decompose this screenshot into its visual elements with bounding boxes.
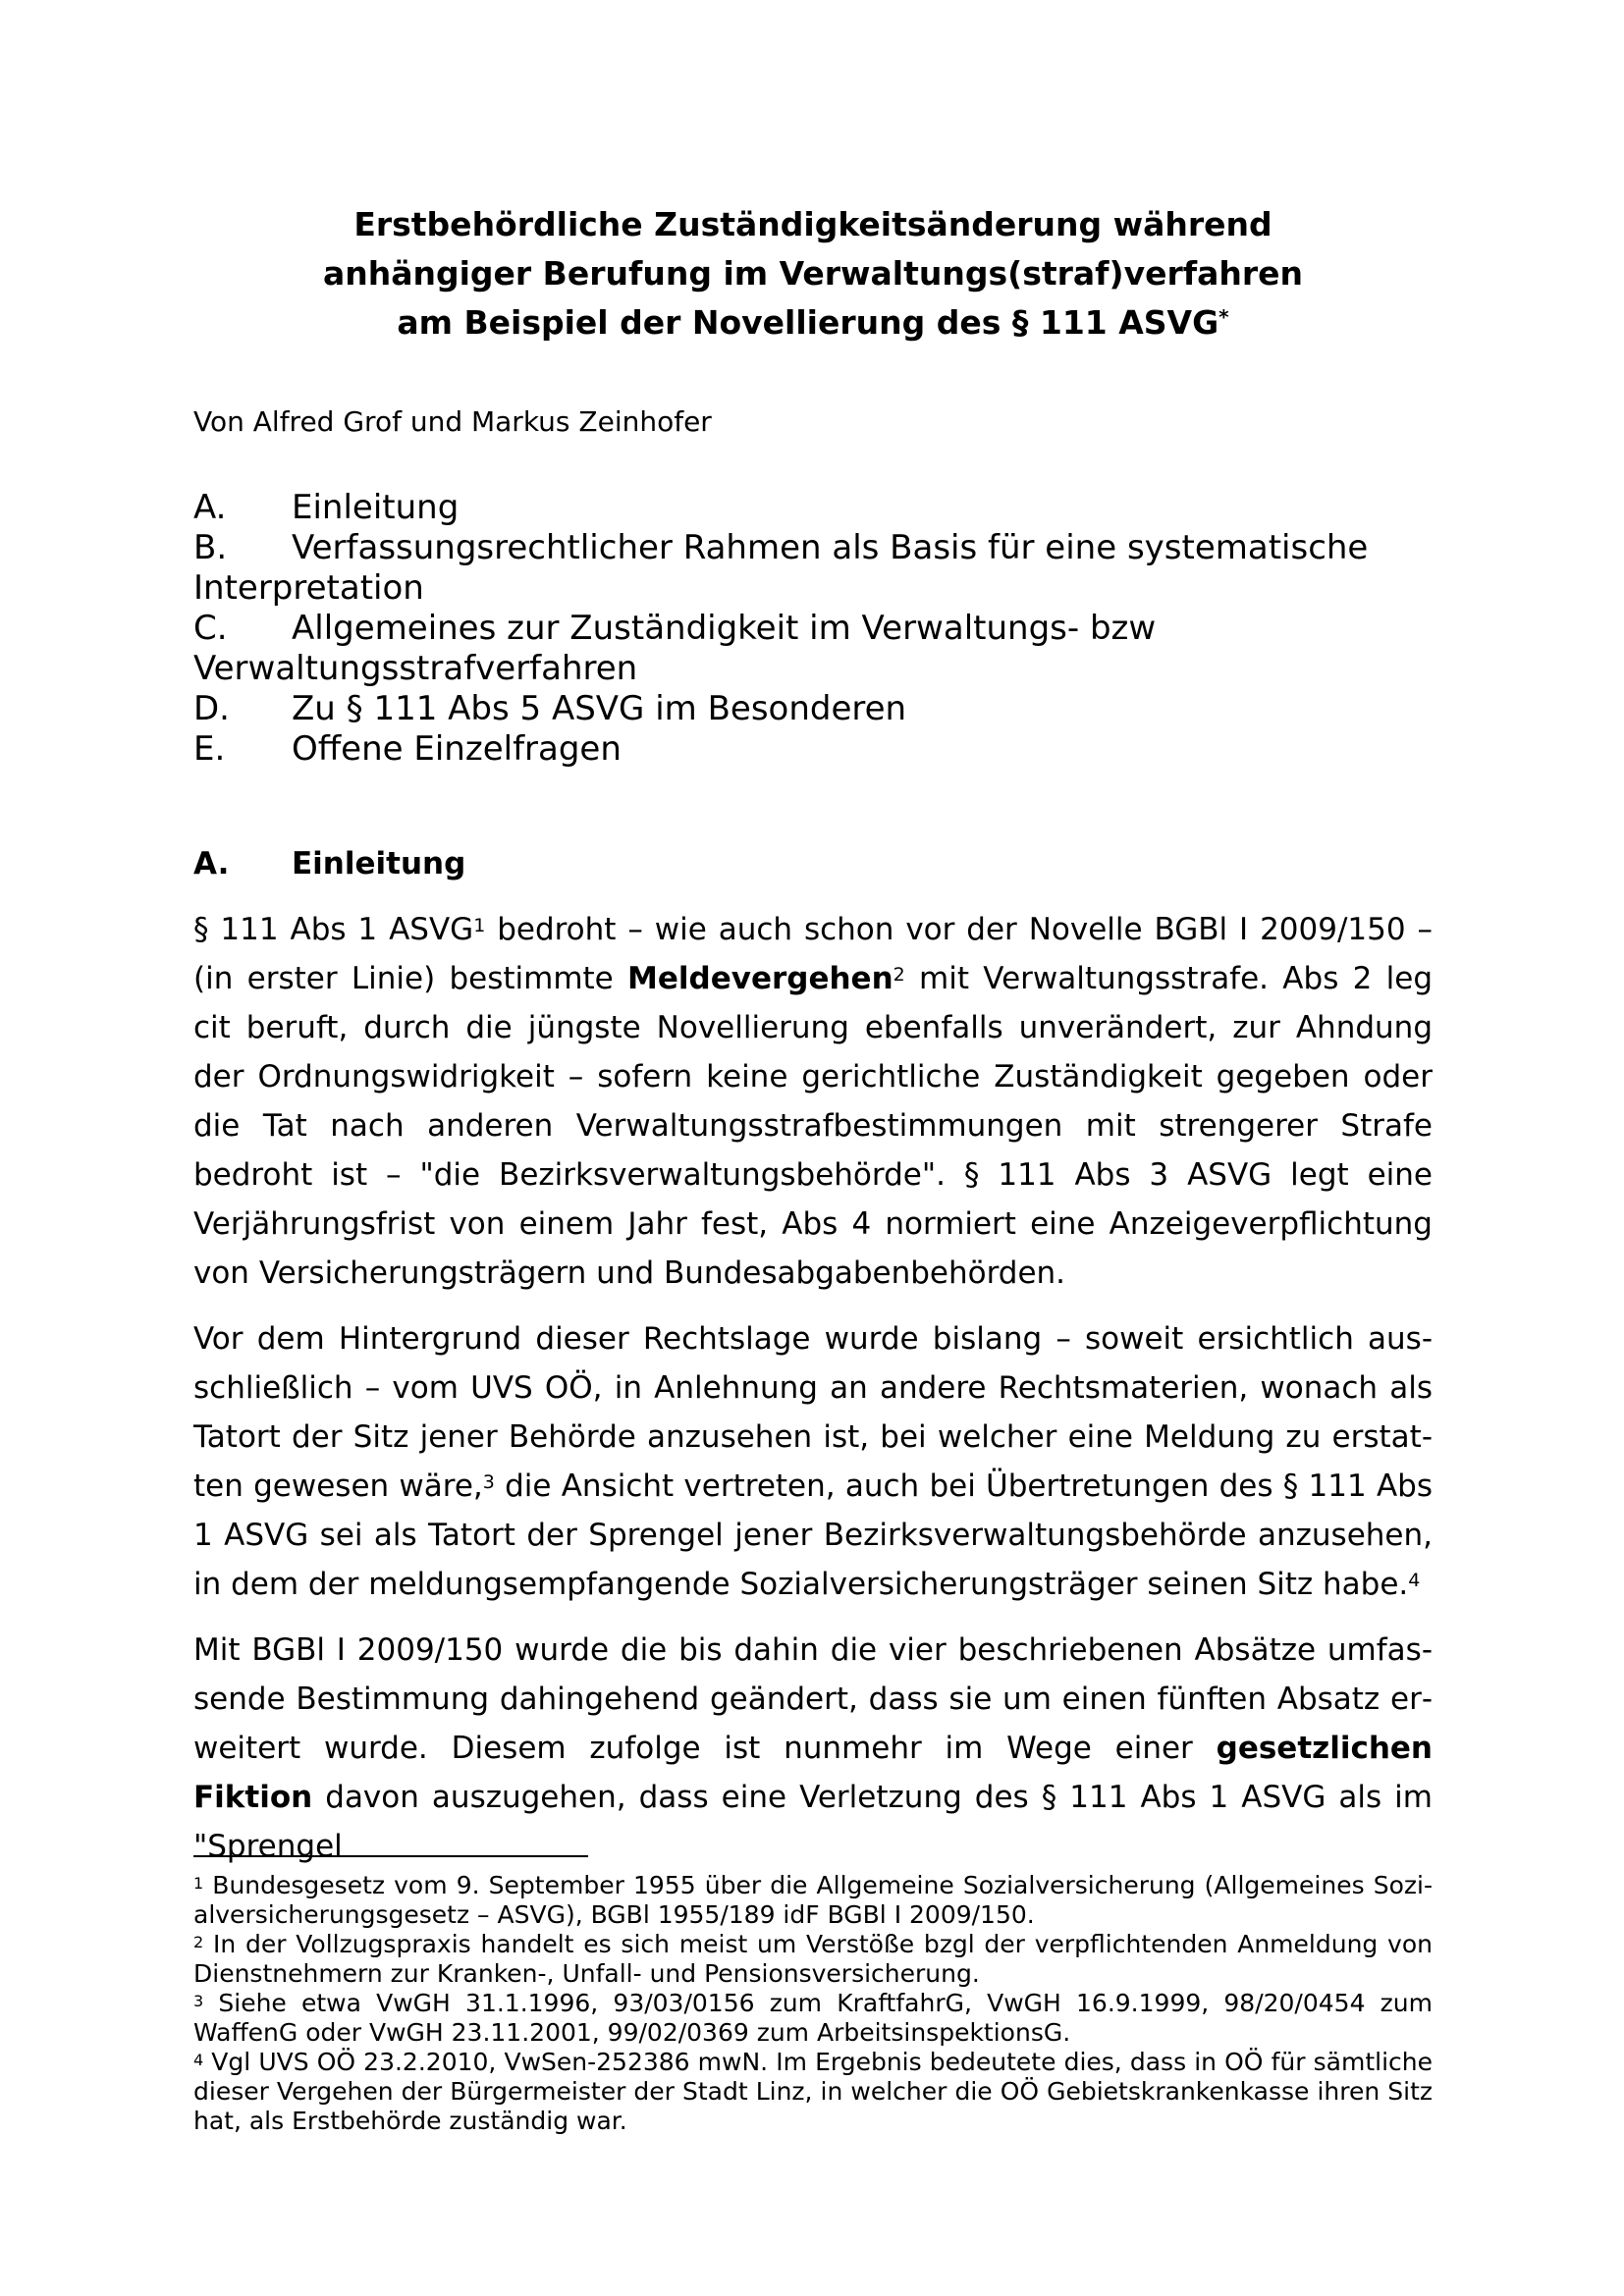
author-line: Von Alfred Grof und Markus Zeinhofer	[193, 405, 712, 438]
title-line-3	[193, 298, 1433, 347]
footnote-text: In der Vollzugspraxis handelt es sich meist um Verstöße bzgl der verpflichtenden Anmeldung von Dienstnehmern zur Kranken-, Unfall- und Pensionsversicherung.	[193, 1930, 1433, 1988]
title-line-3-text: am Beispiel der Novellierung des § 111 ASVG	[397, 303, 1219, 342]
toc-item-b	[193, 528, 1433, 609]
document-title	[193, 200, 1433, 347]
toc-letter: E.	[193, 729, 226, 769]
footnote-ref-4[interactable]: 4	[1408, 1570, 1421, 1591]
footnote-number: 2	[193, 1933, 204, 1951]
toc-text: Zu § 111 Abs 5 ASVG im Besonderen	[292, 689, 907, 728]
table-of-contents	[193, 488, 1433, 770]
toc-item-e	[193, 729, 1433, 770]
footnote-text: Vgl UVS OÖ 23.2.2010, VwSen-252386 mwN. Im Ergebnis bedeutete dies, dass in OÖ für sämtliche dieser Vergehen der Bürgermeister der Stadt Linz, in welcher die OÖ Gebietskrankenkasse ihren Sitz hat, als Erstbehörde zuständig war.	[193, 2048, 1433, 2135]
toc-item-d	[193, 689, 1433, 729]
title-line-2: anhängiger Berufung im Verwaltungs(straf)verfahren	[322, 254, 1304, 293]
footnote-separator	[193, 1855, 588, 1857]
text-run: § 111 Abs 1 ASVG	[193, 912, 474, 947]
footnote-ref-2[interactable]: 2	[893, 964, 905, 986]
text-run: bedroht – wie auch schon vor der Novelle BGBl I 2009/150 – (in erster Linie) bestimmte	[193, 912, 1433, 996]
text-run: die Ansicht vertreten, auch bei Übertretungen des § 111 Abs 1 ASVG sei als Tatort der Sprengel jener Bezirksverwaltungsbehörde anzusehen, in dem der meldungsempfangende Sozialversicherungsträger seinen Sitz habe.	[193, 1468, 1433, 1602]
toc-letter: B.	[193, 528, 228, 567]
bold-term-meldevergehen: Meldevergehen	[627, 961, 893, 996]
footnote-2	[193, 1930, 1433, 1989]
footnotes	[193, 1871, 1433, 2136]
section-title: Einleitung	[292, 846, 466, 881]
section-heading-a	[193, 846, 465, 881]
paragraph-3	[193, 1626, 1433, 1871]
toc-item-c	[193, 609, 1433, 689]
toc-text: Verfassungsrechtlicher Rahmen als Basis für eine systematische Interpretation	[193, 528, 1369, 608]
text-run: davon auszugehen, dass eine Verletzung des § 111 Abs 1 ASVG als im "Sprengel	[193, 1780, 1433, 1864]
toc-text: Offene Einzelfragen	[292, 729, 622, 769]
footnote-number: 4	[193, 2051, 204, 2069]
toc-item-a	[193, 488, 1433, 528]
title-footnote-mark: *	[1218, 305, 1229, 329]
toc-letter: D.	[193, 689, 230, 728]
toc-letter: C.	[193, 609, 228, 648]
toc-text: Einleitung	[292, 488, 460, 527]
footnote-text: Bundesgesetz vom 9. September 1955 über die Allgemeine Sozialversicherung (Allgemeines Sozialversicherungsgesetz – ASVG), BGBl 1955/189 idF BGBl I 2009/150.	[193, 1871, 1433, 1929]
footnote-number: 3	[193, 1992, 204, 2010]
text-run: Vor dem Hintergrund dieser Rechtslage wurde bislang – soweit ersichtlich ausschließlich – vom UVS OÖ, in Anlehnung an andere Rechtsmaterien, wonach als Tatort der Sitz jener Behörde anzusehen ist, bei welcher eine Meldung zu erstatten gewesen wäre,	[193, 1321, 1433, 1504]
footnote-1	[193, 1871, 1433, 1930]
text-run: mit Verwaltungsstrafe. Abs 2 leg cit beruft, durch die jüngste Novellierung ebenfalls unverändert, zur Ahndung der Ordnungswidrigkeit – sofern keine gerichtliche Zuständigkeit gegeben oder die Tat nach anderen Verwaltungsstrafbestimmungen mit strengerer Strafe bedroht ist – "die Bezirksverwaltungsbehörde". § 111 Abs 3 ASVG legt eine Verjährungsfrist von einem Jahr fest, Abs 4 normiert eine Anzeigeverpflichtung von Versicherungsträgern und Bundesabgabenbehörden.	[193, 961, 1433, 1291]
paragraph-2	[193, 1314, 1433, 1609]
footnote-4	[193, 2048, 1433, 2136]
body-text	[193, 905, 1433, 1888]
title-line-1: Erstbehördliche Zuständigkeitsänderung während	[353, 205, 1272, 243]
footnote-number: 1	[193, 1874, 204, 1893]
toc-text: Allgemeines zur Zuständigkeit im Verwaltungs- bzw Verwaltungsstrafverfahren	[193, 609, 1157, 688]
bold-term-fiktion: gesetzlichen Fiktion	[193, 1731, 1433, 1815]
footnote-ref-1[interactable]: 1	[473, 915, 486, 936]
text-run: Mit BGBl I 2009/150 wurde die bis dahin die vier beschriebenen Absätze umfassende Bestimmung dahingehend geändert, dass sie um einen fünften Absatz erweitert wurde. Diesem zufolge ist nunmehr im Wege einer	[193, 1632, 1433, 1766]
toc-letter: A.	[193, 488, 227, 527]
footnote-text: Siehe etwa VwGH 31.1.1996, 93/03/0156 zum KraftfahrG, VwGH 16.9.1999, 98/20/0454 zum WaffenG oder VwGH 23.11.2001, 99/02/0369 zum ArbeitsinspektionsG.	[193, 1989, 1433, 2047]
footnote-3	[193, 1989, 1433, 2048]
footnote-ref-3[interactable]: 3	[482, 1471, 495, 1493]
section-letter: A.	[193, 846, 230, 881]
paragraph-1	[193, 905, 1433, 1298]
